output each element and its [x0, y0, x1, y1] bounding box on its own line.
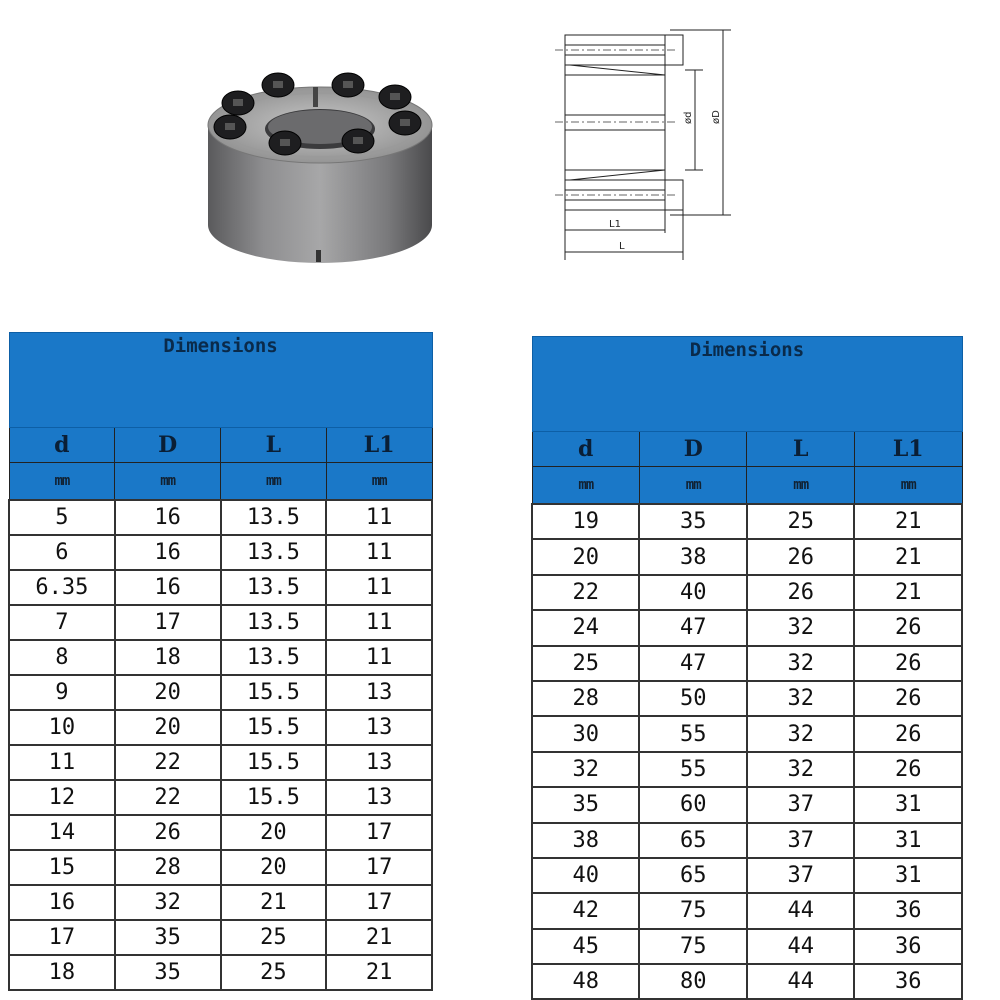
table-cell: 13 — [326, 710, 432, 745]
column-header: L — [221, 428, 327, 463]
table-cell: 35 — [115, 955, 221, 990]
table-cell: 32 — [747, 681, 854, 716]
table-row — [532, 716, 962, 751]
table-cell: 15.5 — [221, 710, 327, 745]
table-cell: 22 — [115, 745, 221, 780]
table-cell: 65 — [639, 858, 746, 893]
table-cell: 20 — [532, 539, 639, 574]
table-cell: 37 — [747, 787, 854, 822]
column-header: D — [639, 432, 746, 467]
unit-label: mm — [532, 467, 639, 505]
table-cell: 32 — [532, 752, 639, 787]
table-cell: 35 — [532, 787, 639, 822]
table-row — [532, 752, 962, 787]
table-cell: 21 — [326, 920, 432, 955]
table-cell: 20 — [115, 675, 221, 710]
table-body — [9, 500, 432, 990]
table-cell: 11 — [326, 605, 432, 640]
table-row — [532, 610, 962, 645]
table-cell: 15.5 — [221, 675, 327, 710]
table-cell: 50 — [639, 681, 746, 716]
table-cell: 36 — [854, 964, 962, 999]
table-row — [532, 787, 962, 822]
table-cell: 11 — [326, 640, 432, 675]
table-cell: 13.5 — [221, 535, 327, 570]
table-cell: 21 — [326, 955, 432, 990]
table-cell: 6 — [9, 535, 115, 570]
table-cell: 7 — [9, 605, 115, 640]
table-cell: 18 — [9, 955, 115, 990]
table-cell: 13.5 — [221, 570, 327, 605]
table-cell: 10 — [9, 710, 115, 745]
table-cell: 31 — [854, 787, 962, 822]
table-cell: 11 — [326, 570, 432, 605]
unit-label: mm — [115, 463, 221, 501]
table-cell: 31 — [854, 823, 962, 858]
table-cell: 26 — [854, 681, 962, 716]
table-cell: 25 — [532, 646, 639, 681]
table-cell: 55 — [639, 716, 746, 751]
table-cell: 26 — [854, 752, 962, 787]
table-row — [9, 780, 432, 815]
table-cell: 55 — [639, 752, 746, 787]
table-row — [9, 745, 432, 780]
table-row — [9, 955, 432, 990]
table-cell: 47 — [639, 610, 746, 645]
table-cell: 44 — [747, 929, 854, 964]
table-cell: 21 — [854, 539, 962, 574]
table-row — [532, 964, 962, 999]
dimensions-table-left — [8, 332, 433, 991]
dimensions-table-right — [531, 336, 963, 1000]
table-row — [9, 850, 432, 885]
table-cell: 15.5 — [221, 745, 327, 780]
table-cell: 40 — [532, 858, 639, 893]
table-cell: 37 — [747, 823, 854, 858]
table-cell: 11 — [326, 535, 432, 570]
table-row — [532, 646, 962, 681]
table-row — [532, 504, 962, 539]
unit-label: mm — [747, 467, 854, 505]
table-row — [9, 570, 432, 605]
table-row — [532, 681, 962, 716]
table-cell: 11 — [326, 500, 432, 535]
table-cell: 12 — [9, 780, 115, 815]
table-cell: 31 — [854, 858, 962, 893]
table-cell: 32 — [747, 752, 854, 787]
table-cell: 9 — [9, 675, 115, 710]
table-cell: 30 — [532, 716, 639, 751]
table-cell: 36 — [854, 929, 962, 964]
table-cell: 32 — [747, 646, 854, 681]
table-cell: 17 — [326, 815, 432, 850]
table-cell: 11 — [9, 745, 115, 780]
table-cell: 16 — [115, 570, 221, 605]
table-cell: 17 — [115, 605, 221, 640]
table-cell: 47 — [639, 646, 746, 681]
table-cell: 17 — [9, 920, 115, 955]
table-row — [9, 605, 432, 640]
table-row — [532, 858, 962, 893]
table-row — [532, 575, 962, 610]
table-cell: 75 — [639, 893, 746, 928]
table-cell: 38 — [639, 539, 746, 574]
table-cell: 26 — [854, 646, 962, 681]
table-cell: 60 — [639, 787, 746, 822]
table-cell: 22 — [115, 780, 221, 815]
table-cell: 26 — [747, 575, 854, 610]
table-row — [532, 823, 962, 858]
column-header: D — [115, 428, 221, 463]
column-header: d — [9, 428, 115, 463]
table-body — [532, 504, 962, 999]
table-cell: 28 — [532, 681, 639, 716]
table-row — [9, 675, 432, 710]
table-row — [9, 500, 432, 535]
table-cell: 48 — [532, 964, 639, 999]
table-cell: 37 — [747, 858, 854, 893]
table-cell: 16 — [115, 500, 221, 535]
table-cell: 15 — [9, 850, 115, 885]
column-header: L1 — [854, 432, 962, 467]
table-title: Dimensions — [9, 333, 432, 428]
table-cell: 13 — [326, 745, 432, 780]
table-cell: 5 — [9, 500, 115, 535]
table-cell: 44 — [747, 893, 854, 928]
unit-label: mm — [326, 463, 432, 501]
table-row — [532, 539, 962, 574]
table-cell: 32 — [747, 716, 854, 751]
table-cell: 35 — [639, 504, 746, 539]
table-cell: 18 — [115, 640, 221, 675]
table-cell: 16 — [9, 885, 115, 920]
column-header: d — [532, 432, 639, 467]
table-row — [532, 893, 962, 928]
table-row — [9, 710, 432, 745]
table-cell: 13.5 — [221, 640, 327, 675]
column-header: L1 — [326, 428, 432, 463]
table-cell: 32 — [115, 885, 221, 920]
table-cell: 28 — [115, 850, 221, 885]
table-cell: 6.35 — [9, 570, 115, 605]
table-cell: 20 — [221, 815, 327, 850]
dim-label-l: L — [619, 241, 625, 252]
table-cell: 26 — [747, 539, 854, 574]
table-cell: 15.5 — [221, 780, 327, 815]
table-cell: 24 — [532, 610, 639, 645]
table-row — [9, 640, 432, 675]
table-cell: 42 — [532, 893, 639, 928]
table-cell: 20 — [115, 710, 221, 745]
technical-drawing — [545, 20, 745, 265]
table-cell: 25 — [221, 920, 327, 955]
table-cell: 17 — [326, 850, 432, 885]
unit-label: mm — [639, 467, 746, 505]
table-cell: 25 — [747, 504, 854, 539]
table-cell: 38 — [532, 823, 639, 858]
table-title: Dimensions — [532, 337, 962, 432]
table-cell: 20 — [221, 850, 327, 885]
table-cell: 21 — [221, 885, 327, 920]
table-row — [9, 535, 432, 570]
table-cell: 14 — [9, 815, 115, 850]
table-cell: 32 — [747, 610, 854, 645]
table-cell: 13.5 — [221, 605, 327, 640]
product-photo — [200, 55, 440, 270]
table-cell: 25 — [221, 955, 327, 990]
table-cell: 22 — [532, 575, 639, 610]
table-cell: 35 — [115, 920, 221, 955]
table-cell: 19 — [532, 504, 639, 539]
table-cell: 26 — [115, 815, 221, 850]
table-cell: 80 — [639, 964, 746, 999]
unit-label: mm — [854, 467, 962, 505]
table-cell: 21 — [854, 575, 962, 610]
table-cell: 13 — [326, 675, 432, 710]
table-cell: 65 — [639, 823, 746, 858]
table-cell: 13 — [326, 780, 432, 815]
table-cell: 16 — [115, 535, 221, 570]
table-cell: 17 — [326, 885, 432, 920]
dim-label-big-d: øD — [711, 110, 722, 124]
table-row — [532, 929, 962, 964]
dim-label-small-d: ød — [683, 111, 694, 124]
table-row — [9, 815, 432, 850]
table-cell: 13.5 — [221, 500, 327, 535]
table-cell: 36 — [854, 893, 962, 928]
table-cell: 26 — [854, 716, 962, 751]
table-cell: 45 — [532, 929, 639, 964]
table-row — [9, 885, 432, 920]
table-cell: 40 — [639, 575, 746, 610]
column-header: L — [747, 432, 854, 467]
table-cell: 8 — [9, 640, 115, 675]
dim-label-l1: L1 — [609, 219, 621, 230]
table-row — [9, 920, 432, 955]
table-cell: 26 — [854, 610, 962, 645]
table-cell: 21 — [854, 504, 962, 539]
table-cell: 44 — [747, 964, 854, 999]
table-cell: 75 — [639, 929, 746, 964]
unit-label: mm — [221, 463, 327, 501]
unit-label: mm — [9, 463, 115, 501]
